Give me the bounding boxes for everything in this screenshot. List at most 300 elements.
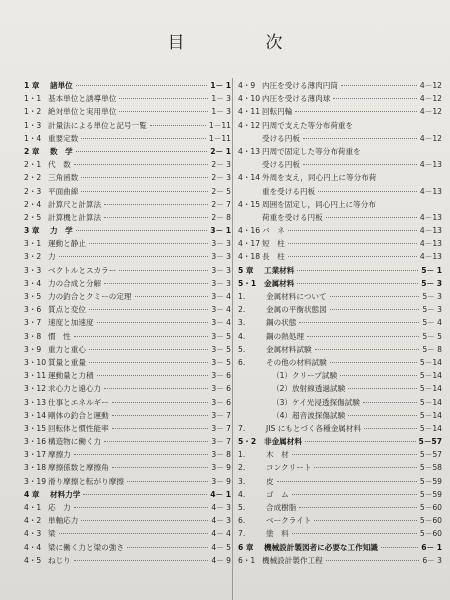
- toc-page-number: 5－ 5: [422, 331, 442, 341]
- toc-page-number: 3－ 9: [211, 476, 231, 486]
- toc-entry: [24, 502, 231, 515]
- toc-page-number: 5－14: [419, 357, 442, 367]
- toc-page-number: 3－ 7: [211, 410, 231, 420]
- toc-page-number: 3－ 9: [211, 463, 231, 473]
- toc-entry-number: 2・3: [24, 186, 42, 196]
- toc-entry-title: 平面曲線: [48, 186, 79, 196]
- toc-entry: [24, 542, 231, 555]
- dot-leader: [288, 230, 417, 231]
- toc-page-number: 5－14: [419, 384, 442, 394]
- toc-entry-number: 5.: [238, 344, 246, 354]
- toc-entry-title: 力の合成と分解: [48, 278, 102, 288]
- dot-leader: [341, 85, 417, 86]
- dot-leader: [381, 547, 418, 548]
- toc-entry-title: 金属材料試験: [266, 344, 312, 354]
- toc-page-number: 3－ 6: [211, 397, 231, 407]
- toc-entry: [238, 186, 442, 199]
- toc-page-number: 3－ 6: [211, 371, 231, 381]
- toc-page-number: 5－ 3: [422, 305, 442, 315]
- toc-page-number: 3－ 3: [211, 252, 231, 262]
- dot-leader: [89, 362, 208, 363]
- toc-entry-title: 回転円輪: [262, 107, 293, 117]
- toc-entry: [24, 159, 231, 172]
- dot-leader: [277, 481, 417, 482]
- toc-page-number: 6－ 3: [422, 555, 442, 565]
- toc-entry: [24, 172, 231, 185]
- dot-leader: [326, 217, 417, 218]
- toc-entry-title: 代 数: [48, 160, 71, 170]
- toc-entry-title: 運動と静止: [48, 239, 86, 249]
- dot-leader: [127, 547, 208, 548]
- toc-entry: [238, 199, 442, 212]
- toc-entry: [238, 423, 442, 436]
- toc-entry: [24, 344, 231, 357]
- toc-entry: [238, 489, 442, 502]
- toc-entry-title: 基本単位と誘導単位: [48, 94, 117, 104]
- toc-entry: [238, 528, 442, 541]
- dot-leader: [89, 243, 208, 244]
- toc-page-number: 4－13: [419, 226, 442, 236]
- toc-entry-title: 機械設計製図者に必要な工作知識: [264, 542, 378, 552]
- dot-leader: [127, 481, 208, 482]
- dot-leader: [104, 441, 208, 442]
- toc-page-number: 5－14: [419, 371, 442, 381]
- toc-entry-number: 3・18: [24, 463, 47, 473]
- toc-entry-title: 剛体の釣合と運動: [48, 410, 109, 420]
- toc-entry: [238, 410, 442, 423]
- toc-page-number: 2－ 7: [211, 199, 231, 209]
- toc-page-number: 2－ 3: [211, 173, 231, 183]
- toc-page-number: 3－ 5: [211, 331, 231, 341]
- toc-entry: [238, 462, 442, 475]
- toc-entry: [24, 93, 231, 106]
- toc-page-number: 4－13: [419, 212, 442, 222]
- toc-entry: [238, 291, 442, 304]
- dot-leader: [330, 296, 420, 297]
- dot-leader: [288, 243, 417, 244]
- dot-leader: [119, 270, 208, 271]
- toc-entry-title: （2）放射線透過試験: [272, 384, 346, 394]
- toc-entry-title: ベークライト: [266, 516, 312, 526]
- toc-heading-entry: [238, 436, 442, 449]
- toc-entry-title: 仕事とエネルギー: [48, 397, 109, 407]
- dot-leader: [97, 322, 209, 323]
- toc-entry-number: 3・8: [24, 331, 42, 341]
- toc-entry-title: 速度と加速度: [48, 318, 94, 328]
- toc-entry-number: 4・10: [238, 94, 261, 104]
- toc-entry-number: 1.: [238, 292, 246, 301]
- toc-entry-number: 3・17: [24, 450, 47, 460]
- toc-entry-title: 材料力学: [50, 489, 81, 499]
- toc-page-number: 3－ 4: [211, 305, 231, 315]
- toc-entry-number: 5・1: [238, 278, 257, 288]
- dot-leader: [112, 415, 209, 416]
- dot-leader: [81, 138, 206, 139]
- toc-entry-title: 内圧を受ける薄肉円筒: [262, 81, 338, 90]
- toc-entry: [238, 172, 442, 185]
- toc-entry: [24, 304, 231, 317]
- dot-leader: [150, 125, 206, 126]
- dot-leader: [112, 428, 209, 429]
- toc-page-number: 4－ 9: [211, 555, 231, 565]
- toc-entry-title: 金属の平衡状態図: [266, 305, 327, 315]
- toc-page-number: 2－ 8: [211, 212, 231, 222]
- dot-leader: [81, 520, 208, 521]
- toc-entry-number: 1・4: [24, 133, 42, 143]
- toc-entry-title: 円周で支えた等分布荷重を: [262, 120, 354, 130]
- toc-page-number: 4－12: [419, 133, 442, 143]
- dot-leader: [307, 336, 419, 337]
- toc-entry-title: 受ける円板: [262, 160, 300, 170]
- toc-entry: [238, 159, 442, 172]
- toc-entry-title: 質点と変位: [48, 305, 86, 315]
- dot-leader: [81, 177, 208, 178]
- toc-entry: [24, 462, 231, 475]
- toc-entry-number: 6・1: [238, 555, 256, 565]
- toc-entry-title: 回転体と慣性能率: [48, 423, 109, 433]
- toc-entry: [238, 238, 442, 251]
- dot-leader: [297, 270, 418, 271]
- toc-entry-number: 2・2: [24, 173, 42, 183]
- toc-entry-title: 単軸応力: [48, 516, 79, 526]
- toc-left-column: [24, 80, 231, 568]
- toc-entry-number: 4・5: [24, 555, 42, 565]
- toc-entry-number: 4・2: [24, 516, 42, 526]
- toc-entry: [24, 251, 231, 264]
- dot-leader: [299, 322, 419, 323]
- dot-leader: [314, 467, 416, 468]
- toc-entry: [24, 515, 231, 528]
- dot-leader: [89, 349, 208, 350]
- toc-page-number: 3－ 5: [211, 344, 231, 354]
- toc-entry: [238, 502, 442, 515]
- toc-entry: [24, 291, 231, 304]
- toc-entry-number: 3・1: [24, 239, 42, 249]
- toc-entry-number: 3・15: [24, 423, 47, 433]
- toc-entry-title: ねじり: [48, 555, 71, 565]
- toc-entry-number: 3.: [238, 476, 246, 486]
- toc-entry-number: 1 章: [24, 81, 40, 90]
- toc-heading-entry: [238, 278, 442, 291]
- toc-page-number: 5－ 1: [421, 265, 442, 275]
- toc-entry-number: 3・14: [24, 410, 47, 420]
- toc-entry-number: 4・9: [238, 81, 256, 90]
- toc-entry-title: 木 材: [266, 450, 289, 460]
- toc-page-number: 5－ 3: [421, 278, 442, 288]
- toc-entry-title: 運動量と力積: [48, 371, 94, 381]
- dot-leader: [112, 402, 209, 403]
- toc-entry-title: コンクリート: [266, 463, 312, 473]
- toc-entry-title: 質量と重量: [48, 357, 86, 367]
- dot-leader: [135, 296, 209, 297]
- dot-leader: [303, 138, 417, 139]
- toc-entry-number: 3・7: [24, 318, 42, 328]
- toc-entry-number: 3・10: [24, 357, 47, 367]
- toc-page-number: 3－ 5: [211, 357, 231, 367]
- toc-page-number: 4－12: [419, 94, 442, 104]
- toc-entry: [238, 304, 442, 317]
- toc-entry: [24, 476, 231, 489]
- toc-entry-title: （4）超音波探傷試験: [272, 410, 346, 420]
- dot-leader: [83, 494, 207, 495]
- toc-entry-title: 重を受ける円板: [262, 186, 316, 196]
- toc-entry-number: 3・19: [24, 476, 47, 486]
- toc-page-number: 5－60: [419, 516, 442, 526]
- dot-leader: [297, 283, 418, 284]
- dot-leader: [299, 507, 417, 508]
- toc-entry-number: 4・4: [24, 542, 42, 552]
- dot-leader: [104, 283, 208, 284]
- dot-leader: [104, 217, 208, 218]
- dot-leader: [59, 256, 209, 257]
- dot-leader: [292, 533, 417, 534]
- dot-leader: [315, 349, 420, 350]
- toc-entry-number: 2.: [238, 305, 246, 315]
- toc-page-number: 3－ 8: [211, 450, 231, 460]
- toc-entry-title: 荷重を受ける円板: [262, 212, 323, 222]
- toc-page-number: 5－59: [419, 489, 442, 499]
- toc-entry-title: ベクトルとスカラー: [48, 265, 117, 275]
- dot-leader: [303, 164, 417, 165]
- toc-heading-entry: [24, 146, 231, 159]
- toc-entry-number: 4・13: [238, 146, 261, 156]
- toc-page-number: 4－13: [419, 186, 442, 196]
- dot-leader: [340, 375, 417, 376]
- toc-entry-title: 数 学: [50, 146, 73, 156]
- toc-entry-number: 2.: [238, 463, 246, 473]
- toc-entry-number: 2・1: [24, 160, 42, 170]
- toc-entry-title: 金属材料について: [266, 292, 327, 301]
- dot-leader: [318, 191, 417, 192]
- toc-right-column: [238, 80, 442, 568]
- toc-page-number: 5－60: [419, 529, 442, 539]
- dot-leader: [292, 494, 417, 495]
- toc-entry-title: 長 柱: [262, 252, 285, 262]
- toc-entry: [24, 199, 231, 212]
- toc-entry-title: 滑り摩擦と転がり摩擦: [48, 476, 124, 486]
- toc-entry: [238, 317, 442, 330]
- toc-entry-number: 3・9: [24, 344, 42, 354]
- toc-entry-title: JIS にもとづく各種金属材料: [266, 423, 362, 433]
- toc-entry: [24, 265, 231, 278]
- toc-entry-number: 1.: [238, 450, 246, 460]
- dot-leader: [76, 151, 207, 152]
- toc-page-number: 3－ 4: [211, 318, 231, 328]
- toc-entry-title: 計量法による単位と記号一覧: [48, 120, 147, 130]
- toc-page-number: 5－ 3: [422, 292, 442, 301]
- toc-entry-title: バ ネ: [262, 226, 285, 236]
- toc-entry-number: 1・3: [24, 120, 42, 130]
- toc-entry-title: 諸単位: [50, 81, 73, 90]
- toc-entry: [24, 383, 231, 396]
- toc-entry-title: 周囲を固定し，同心円上に等分布: [262, 199, 376, 209]
- dot-leader: [76, 230, 207, 231]
- toc-heading-entry: [238, 265, 442, 278]
- toc-entry-number: 3・16: [24, 437, 47, 447]
- dot-leader: [348, 415, 417, 416]
- toc-entry-number: 7.: [238, 423, 246, 433]
- toc-entry: [238, 449, 442, 462]
- toc-entry-title: 求心力と遠心力: [48, 384, 102, 394]
- toc-entry-number: 4・1: [24, 503, 42, 512]
- toc-entry-number: 5.: [238, 503, 246, 512]
- toc-entry-title: 計算尺と計算法: [48, 199, 102, 209]
- toc-entry: [24, 528, 231, 541]
- page-title: 目 次: [167, 33, 315, 53]
- toc-entry: [24, 449, 231, 462]
- dot-leader: [104, 388, 208, 389]
- toc-entry-title: 三角函数: [48, 173, 79, 183]
- toc-entry: [238, 515, 442, 528]
- toc-entry: [238, 555, 442, 568]
- toc-page-number: 1－ 3: [211, 107, 231, 117]
- toc-entry: [238, 383, 442, 396]
- dot-leader: [74, 164, 209, 165]
- toc-page-number: 2－ 1: [210, 146, 231, 156]
- toc-entry-title: 梁: [48, 529, 56, 539]
- toc-entry: [238, 344, 442, 357]
- toc-entry-title: 重力と重心: [48, 344, 86, 354]
- toc-entry-title: 力 学: [50, 226, 73, 236]
- toc-entry: [24, 212, 231, 225]
- dot-leader: [364, 428, 417, 429]
- toc-entry: [24, 317, 231, 330]
- dot-leader: [81, 191, 208, 192]
- toc-entry-title: 鋼の熱処理: [266, 331, 304, 341]
- dot-leader: [292, 454, 417, 455]
- toc-entry-title: 金属材料: [264, 278, 295, 288]
- column-divider: [232, 78, 233, 600]
- toc-entry: [238, 251, 442, 264]
- dot-leader: [112, 467, 209, 468]
- toc-page-number: 4－13: [419, 239, 442, 249]
- toc-entry-number: 3.: [238, 318, 246, 328]
- toc-entry-title: 工業材料: [264, 265, 295, 275]
- toc-entry-title: 構造物に働く力: [48, 437, 102, 447]
- toc-page-number: 5－ 8: [422, 344, 442, 354]
- toc-page-number: 5－14: [419, 410, 442, 420]
- toc-entry-number: 3・4: [24, 278, 42, 288]
- toc-entry-number: 5・2: [238, 437, 257, 447]
- dot-leader: [59, 533, 209, 534]
- toc-page-number: 2－ 5: [211, 186, 231, 196]
- toc-entry: [24, 397, 231, 410]
- toc-entry-number: 3・3: [24, 265, 42, 275]
- toc-entry-number: 6 章: [238, 542, 254, 552]
- dot-leader: [330, 362, 417, 363]
- toc-heading-entry: [238, 542, 442, 555]
- toc-page-number: 3－ 4: [211, 292, 231, 301]
- toc-page-number: 4－13: [419, 160, 442, 170]
- toc-entry-number: 5 章: [238, 265, 254, 275]
- toc-entry: [238, 106, 442, 119]
- toc-entry-title: 摩擦力: [48, 450, 71, 460]
- dot-leader: [119, 98, 208, 99]
- toc-entry: [24, 186, 231, 199]
- toc-entry-title: 機械設計製作工程: [262, 555, 323, 565]
- toc-heading-entry: [24, 80, 231, 93]
- dot-leader: [74, 454, 209, 455]
- dot-leader: [348, 388, 417, 389]
- toc-entry: [238, 212, 442, 225]
- toc-page-number: 2－ 3: [211, 160, 231, 170]
- dot-leader: [330, 309, 420, 310]
- toc-entry-number: 1・1: [24, 94, 42, 104]
- toc-entry: [24, 555, 231, 568]
- toc-entry-title: 円周で固定した等分布荷重を: [262, 146, 361, 156]
- dot-leader: [104, 204, 208, 205]
- dot-leader: [74, 560, 209, 561]
- toc-entry-title: （1）クリープ試験: [272, 371, 338, 381]
- toc-entry: [238, 331, 442, 344]
- toc-entry: [24, 370, 231, 383]
- toc-entry: [24, 133, 231, 146]
- toc-entry: [24, 331, 231, 344]
- toc-entry: [238, 146, 442, 159]
- toc-entry-title: 力: [48, 252, 56, 262]
- toc-entry-number: 6.: [238, 357, 246, 367]
- toc-page-number: 1－11: [208, 120, 231, 130]
- toc-entry-number: 4・12: [238, 120, 261, 130]
- toc-page-number: 4－ 3: [211, 516, 231, 526]
- toc-page-number: 5－57: [419, 450, 442, 460]
- toc-entry-title: 非金属材料: [264, 437, 302, 447]
- toc-entry-title: ゴ ム: [266, 489, 289, 499]
- toc-entry-number: 4・11: [238, 107, 261, 117]
- dot-leader: [288, 256, 417, 257]
- toc-entry-number: 4.: [238, 331, 246, 341]
- toc-entry-title: （3）ケイ光浸透探傷試験: [272, 397, 360, 407]
- toc-entry-title: 合成樹脂: [266, 503, 297, 512]
- toc-entry-title: 力の釣合とクミーの定理: [48, 292, 132, 301]
- toc-entry-number: 4・17: [238, 239, 261, 249]
- toc-entry-title: 塗 料: [266, 529, 289, 539]
- toc-entry-number: 3・13: [24, 397, 47, 407]
- toc-entry-title: 慣 性: [48, 331, 71, 341]
- toc-page-number: 4－ 1: [210, 489, 231, 499]
- toc-entry: [24, 357, 231, 370]
- toc-entry-number: 4 章: [24, 489, 40, 499]
- toc-entry-title: 絶対単位と実用単位: [48, 107, 117, 117]
- toc-entry-title: 応 力: [48, 503, 71, 512]
- dot-leader: [326, 560, 420, 561]
- toc-entry-number: 7.: [238, 529, 246, 539]
- toc-entry-number: 4・15: [238, 199, 261, 209]
- toc-entry: [238, 397, 442, 410]
- toc-entry-number: 3・6: [24, 305, 42, 315]
- toc-page-number: 4－12: [419, 107, 442, 117]
- dot-leader: [97, 375, 209, 376]
- dot-leader: [74, 507, 209, 508]
- toc-entry-title: 重要定数: [48, 133, 79, 143]
- toc-entry: [238, 133, 442, 146]
- toc-page-number: 3－ 3: [211, 239, 231, 249]
- toc-page-number: 3－ 3: [211, 278, 231, 288]
- toc-page-number: 5－58: [419, 463, 442, 473]
- dot-leader: [295, 111, 417, 112]
- toc-entry-title: 計算機と計算法: [48, 212, 102, 222]
- toc-page-number: 3－ 7: [211, 437, 231, 447]
- toc-entry-title: 梁に働く力と梁の強さ: [48, 542, 124, 552]
- toc-page-number: 4－13: [419, 252, 442, 262]
- toc-heading-entry: [24, 489, 231, 502]
- toc-entry-title: 受ける円板: [262, 133, 300, 143]
- toc-entry-number: 4.: [238, 489, 246, 499]
- toc-entry-title: 内圧を受ける薄肉球: [262, 94, 331, 104]
- toc-entry-number: 3・2: [24, 252, 42, 262]
- toc-entry: [24, 410, 231, 423]
- toc-entry: [238, 93, 442, 106]
